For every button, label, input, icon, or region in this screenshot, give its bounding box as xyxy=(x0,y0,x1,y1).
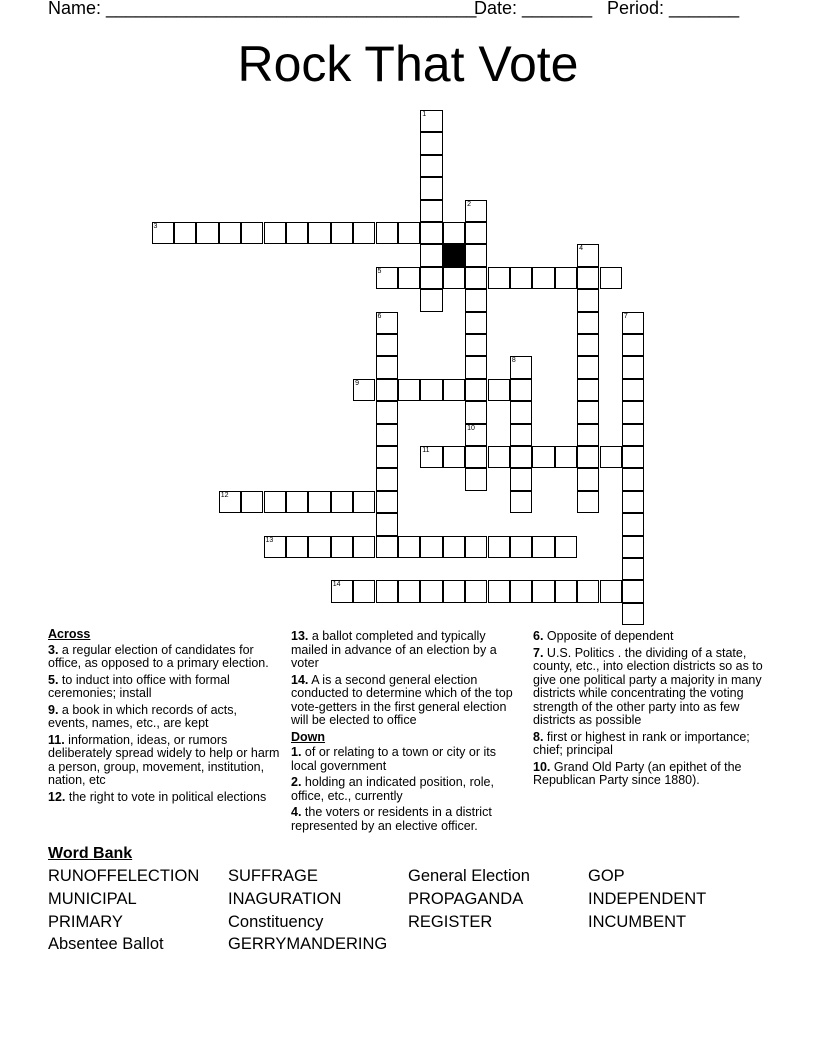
crossword-cell[interactable] xyxy=(286,536,308,558)
crossword-cell[interactable] xyxy=(577,424,599,446)
crossword-cell[interactable] xyxy=(465,356,487,378)
word-bank-item: PRIMARY xyxy=(48,912,123,931)
crossword-cell[interactable] xyxy=(443,222,465,244)
crossword-cell[interactable] xyxy=(420,244,442,266)
crossword-cell[interactable] xyxy=(555,536,577,558)
crossword-cell[interactable] xyxy=(577,468,599,490)
crossword-cell[interactable] xyxy=(331,491,353,513)
crossword-cell[interactable] xyxy=(376,513,398,535)
crossword-cell[interactable] xyxy=(465,580,487,602)
crossword-cell[interactable] xyxy=(331,222,353,244)
crossword-cell[interactable] xyxy=(622,401,644,423)
crossword-black-cell xyxy=(443,244,465,266)
crossword-cell[interactable] xyxy=(420,110,442,132)
clue-down-1: 1. of or relating to a town or city or its local government xyxy=(291,745,496,773)
clue-number-label: 6 xyxy=(377,312,382,320)
clue-number-label: 12 xyxy=(220,491,229,499)
clue-across-9: 9. a book in which records of acts, events, names, etc., are kept xyxy=(48,702,238,730)
crossword-cell[interactable] xyxy=(376,356,398,378)
crossword-cell[interactable] xyxy=(622,468,644,490)
crossword-cell[interactable] xyxy=(622,312,644,334)
crossword-cell[interactable] xyxy=(465,312,487,334)
crossword-cell[interactable] xyxy=(376,536,398,558)
crossword-cell[interactable] xyxy=(465,200,487,222)
clue-number-label: 3 xyxy=(153,223,158,230)
crossword-cell[interactable] xyxy=(376,267,398,289)
down-heading: Down xyxy=(291,729,326,744)
clue-across-3: 3. a regular election of candidates for office, as opposed to a primary election. xyxy=(48,642,269,670)
crossword-cell[interactable] xyxy=(376,401,398,423)
crossword-cell[interactable] xyxy=(622,603,644,625)
crossword-cell[interactable] xyxy=(465,379,487,401)
crossword-cell[interactable] xyxy=(488,580,510,602)
crossword-cell[interactable] xyxy=(465,536,487,558)
crossword-cell[interactable] xyxy=(532,536,554,558)
crossword-cell[interactable] xyxy=(510,356,532,378)
crossword-cell[interactable] xyxy=(398,379,420,401)
clues-column-1 xyxy=(48,628,280,807)
clue-number-label: 9 xyxy=(355,379,359,387)
crossword-cell[interactable] xyxy=(376,222,398,244)
crossword-cell[interactable] xyxy=(510,446,532,468)
crossword-cell[interactable] xyxy=(465,267,487,289)
crossword-cell[interactable] xyxy=(443,446,465,468)
clue-across-12: 12. the right to vote in political elections xyxy=(48,789,267,804)
clue-number-label: 4 xyxy=(579,245,583,253)
crossword-cell[interactable] xyxy=(420,267,442,289)
clue-number-label: 7 xyxy=(623,312,628,320)
crossword-cell[interactable] xyxy=(420,580,442,602)
crossword-cell[interactable] xyxy=(376,312,398,334)
header-period-field[interactable]: Period: _______ xyxy=(607,0,740,18)
clue-down-10: 10. Grand Old Party (an epithet of the Republican Party since 1880). xyxy=(533,759,742,787)
clue-across-14: 14. A is a second general election conducted to determine which of the top vote-getters in the first general election will be elected to office xyxy=(291,672,513,727)
clue-down-8: 8. first or highest in rank or importance; chief; principal xyxy=(533,729,750,757)
crossword-cell[interactable] xyxy=(510,536,532,558)
crossword-cell[interactable] xyxy=(465,424,487,446)
crossword-cell[interactable] xyxy=(443,267,465,289)
clue-number-label: 14 xyxy=(332,581,341,589)
header-date-field[interactable]: Date: _______ xyxy=(474,0,593,18)
clues-column-2 xyxy=(291,630,523,836)
crossword-cell[interactable] xyxy=(353,379,375,401)
crossword-cell[interactable] xyxy=(353,222,375,244)
clue-number-label: 5 xyxy=(377,267,382,275)
crossword-cell[interactable] xyxy=(398,536,420,558)
crossword-cell[interactable] xyxy=(420,155,442,177)
crossword-cell[interactable] xyxy=(488,379,510,401)
crossword-cell[interactable] xyxy=(465,334,487,356)
crossword-cell[interactable] xyxy=(510,267,532,289)
crossword-cell[interactable] xyxy=(622,334,644,356)
clue-across-5: 5. to induct into office with formal ceremonies; install xyxy=(48,672,230,700)
crossword-cell[interactable] xyxy=(376,580,398,602)
crossword-cell[interactable] xyxy=(420,379,442,401)
word-bank-item: PROPAGANDA xyxy=(408,889,524,908)
crossword-cell[interactable] xyxy=(420,200,442,222)
crossword-cell[interactable] xyxy=(577,289,599,311)
crossword-cell[interactable] xyxy=(577,244,599,266)
crossword-cell[interactable] xyxy=(622,580,644,602)
page-title: Rock That Vote xyxy=(237,36,579,92)
crossword-cell[interactable] xyxy=(510,379,532,401)
crossword-cell[interactable] xyxy=(577,356,599,378)
crossword-cell[interactable] xyxy=(510,468,532,490)
crossword-cell[interactable] xyxy=(376,424,398,446)
crossword-cell[interactable] xyxy=(577,379,599,401)
word-bank-item: INDEPENDENT xyxy=(588,889,707,908)
crossword-cell[interactable] xyxy=(600,267,622,289)
crossword-cell[interactable] xyxy=(622,424,644,446)
crossword-cell[interactable] xyxy=(376,379,398,401)
crossword-cell[interactable] xyxy=(376,491,398,513)
crossword-cell[interactable] xyxy=(577,267,599,289)
crossword-cell[interactable] xyxy=(398,222,420,244)
crossword-cell[interactable] xyxy=(331,580,353,602)
word-bank-item: GERRYMANDERING xyxy=(228,935,388,954)
crossword-cell[interactable] xyxy=(420,289,442,311)
crossword-cell[interactable] xyxy=(600,580,622,602)
crossword-cell[interactable] xyxy=(443,379,465,401)
clue-down-2: 2. holding an indicated position, role, office, etc., currently xyxy=(291,775,494,803)
crossword-cell[interactable] xyxy=(600,446,622,468)
crossword-cell[interactable] xyxy=(308,491,330,513)
crossword-cell[interactable] xyxy=(241,222,263,244)
crossword-cell[interactable] xyxy=(465,468,487,490)
clue-number-label: 2 xyxy=(467,200,471,208)
crossword-cell[interactable] xyxy=(331,536,353,558)
clue-number-label: 13 xyxy=(265,536,274,544)
word-bank-item: RUNOFFELECTION xyxy=(48,867,200,885)
crossword-cell[interactable] xyxy=(174,222,196,244)
crossword-cell[interactable] xyxy=(152,222,174,244)
crossword-cell[interactable] xyxy=(219,491,241,513)
crossword-cell[interactable] xyxy=(532,267,554,289)
clue-number-label: 8 xyxy=(511,357,516,365)
crossword-cell[interactable] xyxy=(420,177,442,199)
clue-down-6: 6. Opposite of dependent xyxy=(533,629,674,643)
crossword-cell[interactable] xyxy=(488,267,510,289)
crossword-cell[interactable] xyxy=(577,446,599,468)
crossword-cell[interactable] xyxy=(286,491,308,513)
crossword-cell[interactable] xyxy=(443,536,465,558)
crossword-cell[interactable] xyxy=(555,267,577,289)
word-bank-title: Word Bank xyxy=(48,845,133,862)
crossword-cell[interactable] xyxy=(622,536,644,558)
crossword-cell[interactable] xyxy=(465,289,487,311)
crossword-cell[interactable] xyxy=(353,491,375,513)
crossword-cell[interactable] xyxy=(353,536,375,558)
crossword-cell[interactable] xyxy=(488,446,510,468)
crossword-cell[interactable] xyxy=(465,222,487,244)
crossword-cell[interactable] xyxy=(308,222,330,244)
crossword-cell[interactable] xyxy=(622,356,644,378)
crossword-cell[interactable] xyxy=(555,580,577,602)
word-bank-item: Absentee Ballot xyxy=(48,935,164,954)
crossword-cell[interactable] xyxy=(465,401,487,423)
crossword-cell[interactable] xyxy=(622,491,644,513)
clue-number-label: 1 xyxy=(422,111,427,118)
crossword-cell[interactable] xyxy=(376,334,398,356)
clue-across-13: 13. a ballot completed and typically mailed in advance of an election by a voter xyxy=(291,629,497,670)
crossword-cell[interactable] xyxy=(510,580,532,602)
word-bank-item: INAGURATION xyxy=(228,889,342,908)
word-bank-item: Constituency xyxy=(228,912,324,931)
crossword-cell[interactable] xyxy=(577,401,599,423)
crossword-cell[interactable] xyxy=(465,446,487,468)
crossword-cell[interactable] xyxy=(264,536,286,558)
crossword-cell[interactable] xyxy=(264,491,286,513)
word-bank-item: SUFFRAGE xyxy=(228,867,318,885)
word-bank-item: REGISTER xyxy=(408,912,493,931)
word-bank-item: INCUMBENT xyxy=(588,912,687,931)
crossword-cell[interactable] xyxy=(510,401,532,423)
across-heading: Across xyxy=(48,627,91,641)
crossword-cell[interactable] xyxy=(353,580,375,602)
crossword-cell[interactable] xyxy=(510,491,532,513)
crossword-cell[interactable] xyxy=(219,222,241,244)
crossword-cell[interactable] xyxy=(420,132,442,154)
clue-number-label: 11 xyxy=(422,447,430,454)
crossword-cell[interactable] xyxy=(622,558,644,580)
crossword-cell[interactable] xyxy=(577,312,599,334)
crossword-cell[interactable] xyxy=(286,222,308,244)
crossword-cell[interactable] xyxy=(510,424,532,446)
crossword-cell[interactable] xyxy=(241,491,263,513)
clue-down-7: 7. U.S. Politics . the dividing of a state, county, etc., into election districts so as to give one political party a majority in many districts while concentrating the voting strength of the other party into as few districts as possible xyxy=(533,645,763,727)
crossword-cell[interactable] xyxy=(264,222,286,244)
crossword-cell[interactable] xyxy=(622,513,644,535)
crossword-cell[interactable] xyxy=(376,468,398,490)
crossword-cell[interactable] xyxy=(420,222,442,244)
crossword-cell[interactable] xyxy=(577,334,599,356)
clue-number-label: 10 xyxy=(467,424,475,432)
crossword-cell[interactable] xyxy=(622,446,644,468)
crossword-cell[interactable] xyxy=(488,536,510,558)
header-name-field[interactable]: Name: _____________________________________ xyxy=(48,0,477,18)
crossword-cell[interactable] xyxy=(555,446,577,468)
crossword-cell[interactable] xyxy=(196,222,218,244)
crossword-cell[interactable] xyxy=(577,580,599,602)
clues-column-3 xyxy=(533,630,765,791)
crossword-cell[interactable] xyxy=(622,379,644,401)
crossword-cell[interactable] xyxy=(398,580,420,602)
crossword-cell[interactable] xyxy=(420,536,442,558)
word-bank-item: General Election xyxy=(408,867,530,885)
clue-across-11: 11. information, ideas, or rumors deliberately spread widely to help or harm a person, group, movement, institution, nation, etc xyxy=(48,732,280,787)
word-bank-item: GOP xyxy=(588,867,625,885)
crossword-cell[interactable] xyxy=(420,446,442,468)
crossword-cell[interactable] xyxy=(577,491,599,513)
crossword-cell[interactable] xyxy=(398,267,420,289)
crossword-cell[interactable] xyxy=(443,580,465,602)
crossword-cell[interactable] xyxy=(376,446,398,468)
crossword-cell[interactable] xyxy=(532,446,554,468)
word-bank-item: MUNICIPAL xyxy=(48,889,137,908)
crossword-cell[interactable] xyxy=(465,244,487,266)
crossword-cell[interactable] xyxy=(532,580,554,602)
crossword-cell[interactable] xyxy=(308,536,330,558)
clue-down-4: 4. the voters or residents in a district represented by an elective officer. xyxy=(291,805,492,833)
